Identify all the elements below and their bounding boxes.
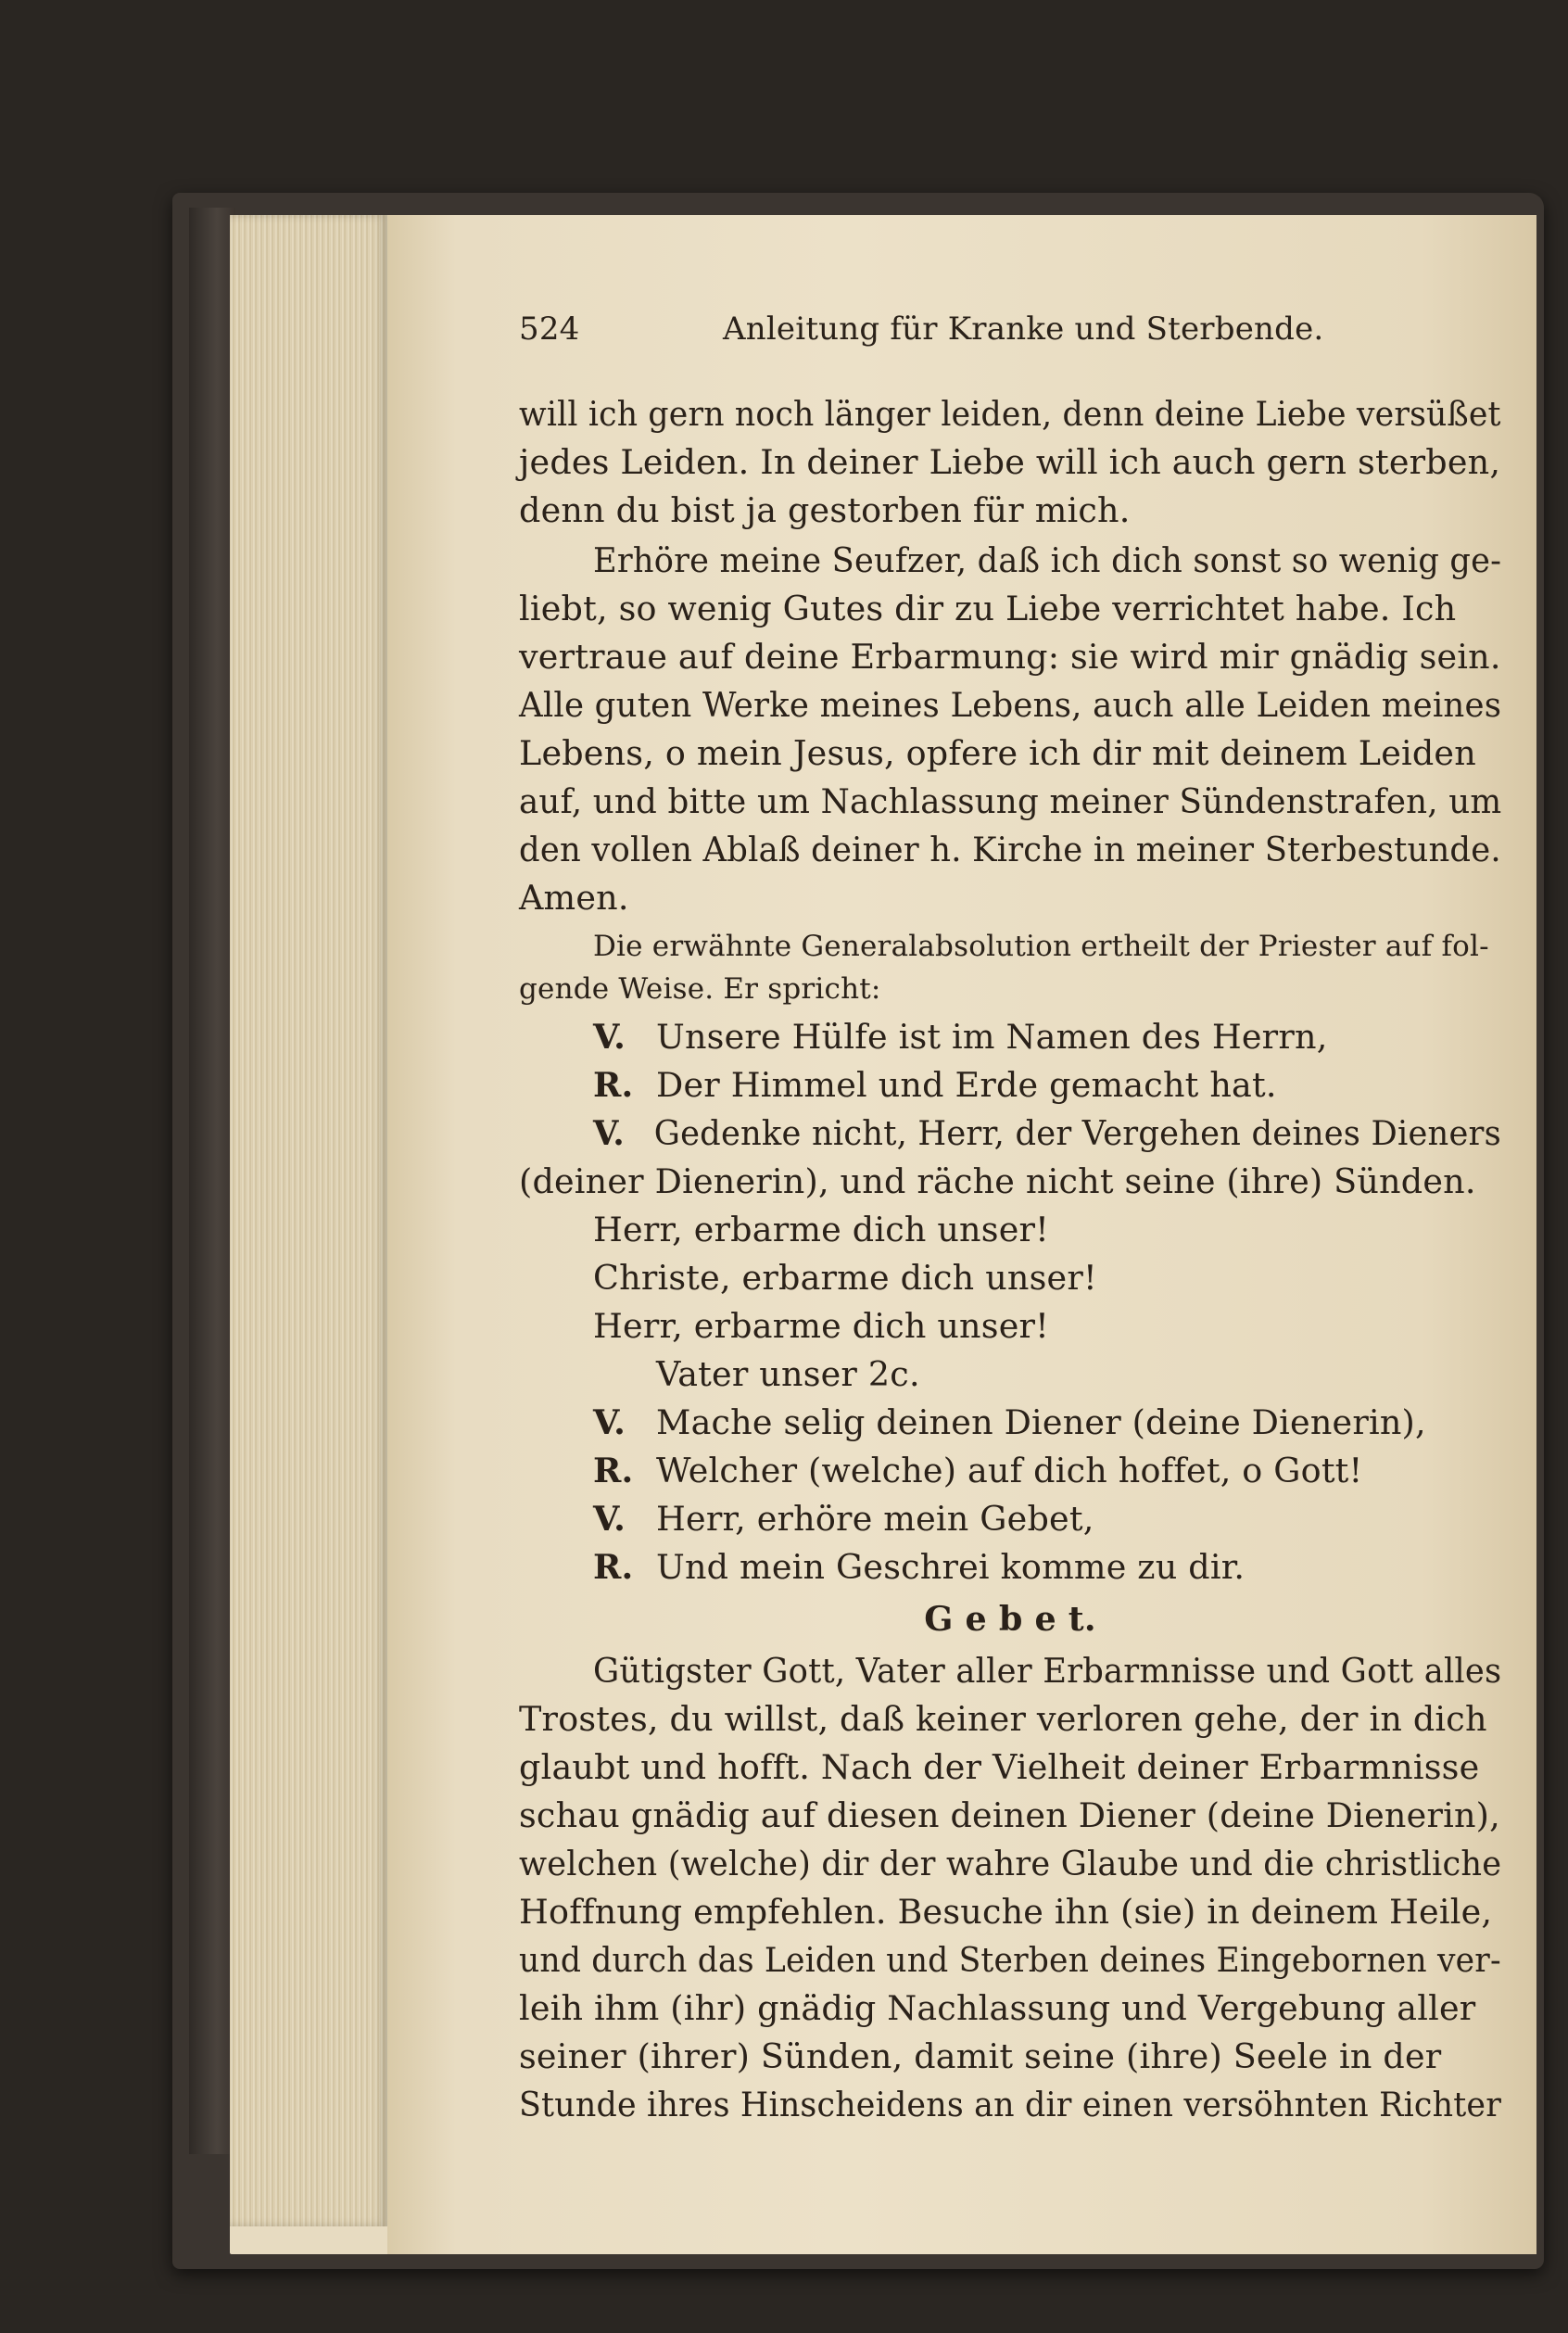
page-edges [230,215,387,2226]
versicle-text: Mache selig deinen Diener (deine Dienerin), [656,1402,1426,1442]
book-spine-edge [189,208,235,2154]
versicle-mark: R. [593,1547,634,1587]
rubric-line: Die erwähnte Generalabsolution ertheilt der Priester auf fol- [593,930,1489,963]
versicle-line [593,1303,1049,1350]
body-line: auf, und bitte um Nachlassung meiner Sündenstrafen, um [519,781,1502,821]
body-line: Erhöre meine Seufzer, daß ich dich sonst so wenig ge- [593,540,1502,580]
body-line: den vollen Ablaß deiner h. Kirche in meiner Sterbestunde. [519,830,1501,869]
body-line: liebt, so wenig Gutes dir zu Liebe verrichtet habe. Ich [519,589,1457,628]
versicle-mark: R. [593,1065,634,1105]
body-line: denn du bist ja gestorben für mich. [519,490,1131,530]
versicle-text: Und mein Geschrei komme zu dir. [656,1547,1246,1587]
running-title: Anleitung für Kranke und Sterbende. [723,311,1324,348]
versicle-text: Unsere Hülfe ist im Namen des Herrn, [656,1017,1328,1057]
versicle-mark: V. [593,1402,626,1442]
versicle-line [593,1014,1328,1060]
prayer-line: und durch das Leiden und Sterben deines Eingebornen ver- [519,1940,1501,1980]
body-line: vertraue auf deine Erbarmung: sie wird mir gnädig sein. [519,637,1501,677]
versicle-line [593,1062,1277,1109]
prayer-line: Gütigster Gott, Vater aller Erbarmnisse und Gott alles [593,1651,1502,1691]
versicle-text: Gedenke nicht, Herr, der Vergehen deines Dieners [653,1113,1501,1153]
body-line: jedes Leiden. In deiner Liebe will ich auch gern sterben, [519,442,1501,482]
versicle-line [593,1110,1501,1157]
prayer-line: Stunde ihres Hinscheidens an dir einen versöhnten Richter [519,2085,1502,2124]
prayer-line: welchen (welche) dir der wahre Glaube und die christliche [519,1844,1502,1883]
body-line: Amen. [519,878,629,918]
prayer-line: Trostes, du willst, daß keiner verloren gehe, der in dich [519,1699,1487,1739]
versicle-text: Welcher (welche) auf dich hoffet, o Gott! [656,1451,1363,1490]
versicle-line [593,1400,1426,1446]
body-line: Alle guten Werke meines Lebens, auch alle Leiden meines [519,685,1502,725]
versicle-line [593,1255,1097,1301]
versicle-mark: V. [593,1499,626,1539]
rubric-line: gende Weise. Er spricht: [519,972,881,1006]
versicle-text: Christe, erbarme dich unser! [593,1258,1097,1298]
prayer-line: leih ihm (ihr) gnädig Nachlassung und Vergebung aller [519,1988,1476,2028]
page-number: 524 [519,311,580,348]
versicle-mark: V. [593,1113,625,1153]
prayer-line: Hoffnung empfehlen. Besuche ihn (sie) in deinem Heile, [519,1892,1493,1932]
versicle-line [593,1544,1245,1591]
versicle-text: Der Himmel und Erde gemacht hat. [656,1065,1277,1105]
versicle-text: Herr, erbarme dich unser! [593,1210,1050,1249]
prayer-heading: G e b e t. [924,1599,1096,1639]
body-line: Lebens, o mein Jesus, opfere ich dir mit deinem Leiden [519,733,1476,773]
body-line: will ich gern noch länger leiden, denn deine Liebe versüßet [519,394,1501,434]
versicle-mark: R. [593,1451,634,1490]
prayer-line: glaubt und hofft. Nach der Vielheit deiner Erbarmnisse [519,1747,1480,1787]
versicle-line [519,1159,1476,1205]
versicle-text: Vater unser 2c. [656,1354,920,1394]
versicle-line [593,1207,1049,1253]
versicle-text: Herr, erbarme dich unser! [593,1306,1050,1346]
versicle-line [593,1448,1362,1494]
prayer-line: seiner (ihrer) Sünden, damit seine (ihre) Seele in der [519,2036,1442,2076]
versicle-text: Herr, erhöre mein Gebet, [656,1499,1094,1539]
prayer-line: schau gnädig auf diesen deinen Diener (deine Dienerin), [519,1795,1500,1835]
versicle-line [656,1351,920,1398]
versicle-text: (deiner Dienerin), und räche nicht seine (ihre) Sünden. [519,1161,1476,1201]
versicle-mark: V. [593,1017,626,1057]
versicle-line [593,1496,1094,1542]
